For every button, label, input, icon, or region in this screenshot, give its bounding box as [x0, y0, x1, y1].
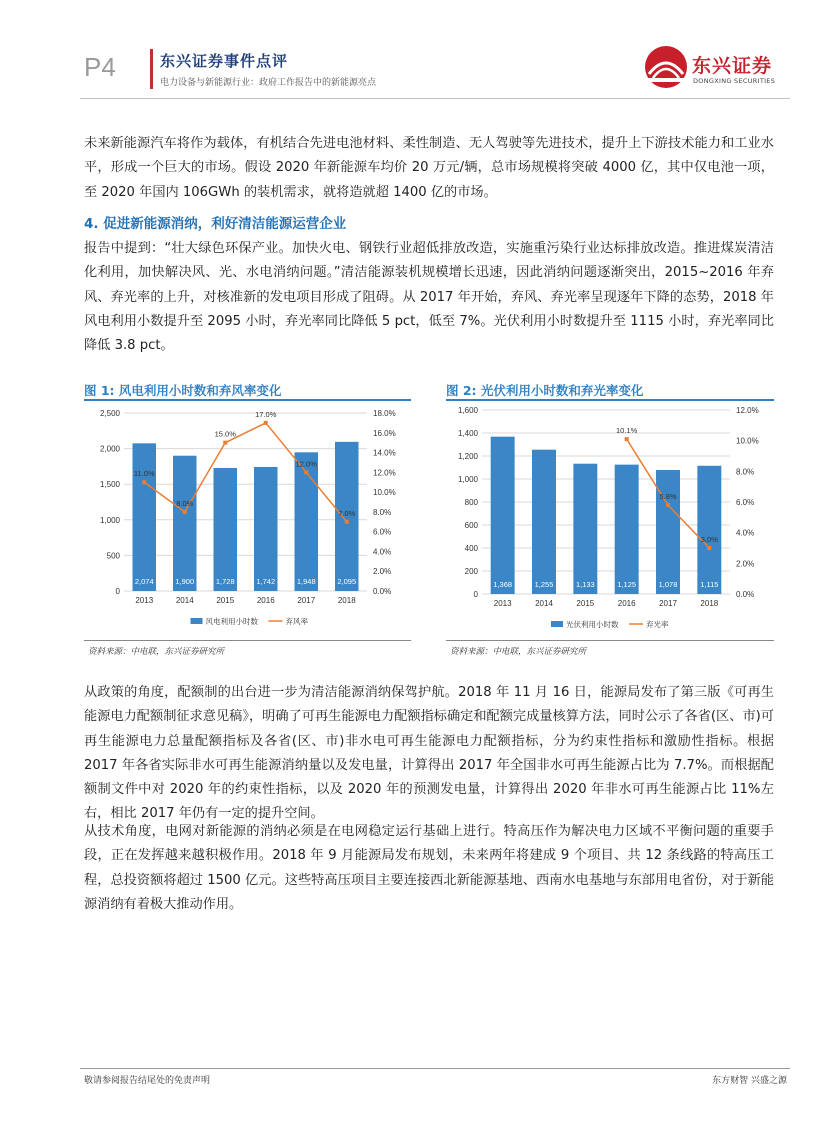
wind-y2-tick-label: 0.0%: [373, 587, 392, 596]
wind-y2-tick-label: 8.0%: [373, 507, 392, 517]
solar-y2-tick-label: 8.0%: [736, 467, 755, 477]
solar-x-tick-label: 2017: [659, 599, 677, 608]
solar-bar: [615, 465, 639, 594]
wind-rate-point: [142, 480, 146, 484]
wind-x-tick-label: 2017: [297, 596, 316, 605]
solar-x-tick-label: 2016: [617, 599, 636, 608]
report-subtitle: 电力设备与新能源行业：政府工作报告中的新能源亮点: [160, 78, 377, 88]
wind-y-tick-label: 2,000: [99, 444, 120, 454]
solar-y-tick-label: 600: [464, 521, 478, 530]
solar-bar-label: 1,078: [658, 580, 678, 589]
wind-chart: [84, 401, 411, 638]
solar-bar-label: 1,115: [700, 580, 719, 589]
wind-legend-line-label: 弃风率: [285, 617, 308, 626]
wind-y-tick-label: 1,000: [99, 515, 120, 525]
solar-bar-label: 1,368: [493, 580, 513, 589]
wind-x-tick-label: 2015: [216, 596, 235, 605]
logo-mark-icon: [643, 44, 689, 90]
solar-rate-point: [707, 546, 711, 550]
footer-slogan: 东方财智 兴盛之源: [712, 1076, 787, 1086]
solar-chart: [446, 401, 774, 638]
solar-x-tick-label: 2014: [535, 599, 553, 608]
wind-rate-point: [345, 520, 349, 524]
figure2-title: 图 2: 光伏利用小时数和弃光率变化: [446, 383, 644, 398]
wind-rate-label: 12.0%: [295, 459, 317, 469]
footer-rule: [80, 1068, 790, 1069]
wind-y-tick-label: 1,500: [99, 480, 120, 490]
solar-bar: [491, 437, 515, 594]
wind-y-tick-label: 2,500: [99, 409, 120, 418]
solar-y2-tick-label: 10.0%: [736, 436, 759, 446]
wind-bar-label: 1,742: [256, 577, 276, 586]
solar-bar: [573, 464, 597, 594]
solar-x-tick-label: 2018: [700, 599, 719, 608]
wind-bar-label: 1,948: [296, 577, 316, 586]
solar-rate-label: 5.8%: [659, 492, 677, 502]
company-logo: [643, 44, 783, 92]
wind-x-tick-label: 2016: [256, 596, 275, 605]
wind-x-tick-label: 2014: [175, 596, 194, 605]
page-header: [0, 0, 827, 100]
solar-x-tick-label: 2015: [576, 599, 595, 608]
wind-y2-tick-label: 4.0%: [373, 547, 392, 557]
logo-text: 东兴证券: [692, 55, 773, 77]
page-number: P4: [84, 52, 116, 82]
report-title: 东兴证券事件点评: [160, 52, 289, 70]
solar-rate-point: [666, 503, 670, 507]
paragraph-technology: 从技术角度，电网对新能源的消纳必须是在电网稳定运行基础上进行。特高压作为解决电力区域不平衡问题的重要手段，正在发挥越来越积极作用。2018 年 9 月能源局发布规划，未来两年将建成 9 个项目、共 12 条线路的特高压工程，总投资额将超过 1500 亿元。这些特高压项目主要连接西北新能源基地、西南水电基地与东部用电省份，对于新能源消纳有着极大推动作用。: [84, 824, 774, 912]
logo-english: DONGXING SECURITIES: [693, 77, 776, 85]
wind-bar-label: 1,900: [175, 577, 195, 586]
paragraph-policy: 从政策的角度，配额制的出台进一步为清洁能源消纳保驾护航。2018 年 11 月 16 日，能源局发布了第三版《可再生能源电力配额制征求意见稿》，明确了可再生能源电力配额指标确定和配额完成量核算方法，同时公示了各省(区、市)可再生能源电力总量配额指标及各省(区、市)非水电可再生能源电力配额指标，分为约束性指标和激励性指标。根据 2017 年各省实际非水可再生能源消纳量以及发电量，计算得出 2017 年全国非水可再生能源占比为 7.7%。而根据配额制文件中对 2020 年的约束性指标，以及 2020 年的预测发电量，计算得出 2020 年非水可再生能源占比 11%左右，相比 2017 年仍有一定的提升空间。: [84, 685, 774, 822]
wind-rate-label: 7.0%: [338, 508, 356, 518]
solar-bar-label: 1,125: [617, 580, 637, 589]
wind-y2-tick-label: 10.0%: [373, 488, 396, 498]
solar-legend-bar-label: 光伏利用小时数: [566, 620, 619, 629]
wind-rate-label: 17.0%: [255, 409, 277, 419]
wind-y-tick-label: 0: [115, 587, 120, 596]
wind-rate-label: 15.0%: [214, 429, 236, 439]
solar-y2-tick-label: 0.0%: [736, 590, 755, 599]
solar-y2-tick-label: 12.0%: [736, 406, 759, 415]
solar-rate-point: [625, 437, 629, 441]
wind-x-tick-label: 2013: [135, 596, 154, 605]
wind-bar: [214, 468, 237, 591]
wind-y2-tick-label: 12.0%: [373, 468, 396, 478]
section-heading: 4. 促进新能源消纳，利好清洁能源运营企业: [84, 216, 347, 232]
figure1-source: 资料来源：中电联，东兴证券研究所: [88, 647, 225, 657]
wind-y2-tick-label: 6.0%: [373, 527, 392, 537]
wind-y2-tick-label: 18.0%: [373, 409, 396, 418]
wind-legend-bar-swatch: [191, 618, 203, 624]
wind-y2-tick-label: 14.0%: [373, 448, 396, 458]
solar-bar: [697, 466, 721, 594]
solar-legend-bar-swatch: [551, 621, 563, 627]
paragraph-curtailment: 报告中提到：“壮大绿色环保产业。加快火电、钢铁行业超低排放改造，实施重污染行业达标排放改造。推进煤炭清洁化利用，加快解决风、光、水电消纳问题。”清洁能源装机规模增长迅速，因此消纳问题逐渐突出，2015~2016 年弃风、弃光率的上升，对核准新的发电项目形成了阻碍。从 2017 年开始，弃风、弃光率呈现逐年下降的态势，2018 年风电利用小数提升至 2095 小时，弃光率同比降低 5 pct，低至 7%。光伏利用小时数提升至 1115 小时，弃光率同比降低 3.8 pct。: [84, 241, 774, 354]
wind-bar: [133, 443, 156, 591]
figure1-title: 图 1: 风电利用小时数和弃风率变化: [84, 383, 282, 398]
figure1-bottom-rule: [84, 640, 411, 641]
solar-y-tick-label: 0: [473, 590, 478, 599]
wind-y2-tick-label: 16.0%: [373, 428, 396, 438]
wind-rate-point: [223, 441, 227, 445]
wind-bar-label: 2,074: [134, 577, 154, 586]
wind-bar-label: 1,728: [215, 577, 235, 586]
wind-bar-label: 2,095: [337, 577, 357, 586]
solar-y2-tick-label: 2.0%: [736, 559, 755, 569]
solar-x-tick-label: 2013: [493, 599, 512, 608]
wind-y-tick-label: 500: [106, 551, 120, 561]
wind-x-tick-label: 2018: [337, 596, 356, 605]
wind-legend-bar-label: 风电利用小时数: [205, 617, 258, 626]
solar-y-tick-label: 1,200: [457, 452, 478, 461]
wind-rate-label: 11.0%: [133, 469, 155, 479]
footer-disclaimer: 敬请参阅报告结尾处的免责声明: [84, 1076, 211, 1086]
figure2-bottom-rule: [446, 640, 774, 641]
solar-y-tick-label: 1,600: [457, 406, 478, 415]
paragraph-ev-market: 未来新能源汽车将作为载体，有机结合先进电池材料、柔性制造、无人驾驶等先进技术，提升上下游技术能力和工业水平，形成一个巨大的市场。假设 2020 年新能源车均价 20 万元/辆，总市场规模将突破 4000 亿，其中仅电池一项，至 2020 年国内 106GWh 的装机需求，就将造就超 1400 亿的市场。: [84, 136, 774, 200]
solar-y-tick-label: 200: [464, 567, 478, 576]
solar-y-tick-label: 1,000: [457, 475, 478, 484]
solar-rate-label: 10.1%: [616, 426, 638, 436]
solar-y-tick-label: 1,400: [457, 429, 478, 438]
solar-y2-tick-label: 4.0%: [736, 528, 755, 538]
wind-bar: [173, 456, 196, 591]
header-divider: [150, 49, 153, 89]
figure2-source: 资料来源：中电联，东兴证券研究所: [450, 647, 587, 657]
solar-y2-tick-label: 6.0%: [736, 498, 755, 507]
wind-rate-label: 8.0%: [176, 498, 194, 508]
solar-bar-label: 1,133: [575, 580, 595, 589]
solar-rate-label: 3.0%: [700, 535, 718, 544]
wind-rate-point: [264, 421, 268, 425]
solar-y-tick-label: 400: [464, 544, 478, 553]
solar-bar: [532, 450, 556, 594]
solar-bar-label: 1,255: [534, 580, 554, 589]
solar-y-tick-label: 800: [464, 498, 478, 507]
wind-bar: [254, 467, 277, 591]
solar-bar: [656, 470, 680, 594]
wind-y2-tick-label: 2.0%: [373, 567, 392, 577]
solar-legend-line-label: 弃光率: [646, 620, 669, 629]
wind-rate-point: [183, 510, 187, 514]
header-rule: [80, 98, 790, 99]
wind-rate-point: [304, 470, 308, 474]
